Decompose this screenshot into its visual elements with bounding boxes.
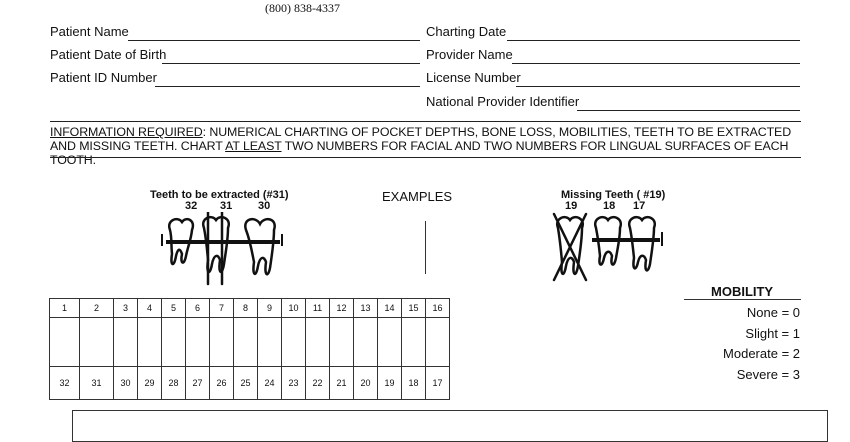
examples-divider <box>425 221 426 274</box>
extracted-number-32: 32 <box>185 200 198 212</box>
provider-name-field[interactable] <box>512 63 800 64</box>
tooth-cell-4[interactable]: 4 <box>138 299 162 318</box>
mobility-moderate: Moderate = 2 <box>723 346 800 361</box>
tooth-cell-6[interactable]: 6 <box>186 299 210 318</box>
patient-id-field[interactable] <box>155 86 420 87</box>
charting-date-field[interactable] <box>507 40 800 41</box>
notes-box[interactable] <box>72 410 828 442</box>
patient-id-label: Patient ID Number <box>50 70 157 85</box>
info-required-text <box>50 125 806 167</box>
tooth-cell-16[interactable]: 16 <box>426 299 450 318</box>
chart-upper-blank[interactable] <box>162 318 186 367</box>
phone-number: (800) 838-4337 <box>265 1 340 15</box>
tooth-cell-3[interactable]: 3 <box>114 299 138 318</box>
chart-upper-blank[interactable] <box>354 318 378 367</box>
examples-label: EXAMPLES <box>382 189 453 204</box>
tooth-cell-17[interactable]: 17 <box>426 367 450 400</box>
tooth-cell-27[interactable]: 27 <box>186 367 210 400</box>
tooth-cell-32[interactable]: 32 <box>50 367 80 400</box>
periodontal-chart <box>49 298 450 400</box>
chart-upper-blank[interactable] <box>80 318 114 367</box>
tooth-cell-21[interactable]: 21 <box>330 367 354 400</box>
extracted-teeth-illustration <box>160 212 285 292</box>
extracted-number-31: 31 <box>220 200 233 212</box>
tooth-cell-20[interactable]: 20 <box>354 367 378 400</box>
patient-name-label: Patient Name <box>50 24 129 39</box>
patient-dob-field[interactable] <box>162 63 420 64</box>
info-text-1: : NUMERICAL CHARTING OF POCKET DEPTHS, BONE LOSS, MOBILITIES, TEETH TO BE EXTRACTED AND MISSING TEETH. CHART <box>50 125 792 153</box>
info-text-2: TWO NUMBERS FOR FACIAL AND TWO NUMBERS FOR LINGUAL SURFACES OF EACH TOOTH. <box>50 139 789 167</box>
mobility-severe: Severe = 3 <box>736 367 800 382</box>
extracted-caption: Teeth to be extracted (#31) <box>150 189 289 201</box>
tooth-cell-5[interactable]: 5 <box>162 299 186 318</box>
tooth-cell-10[interactable]: 10 <box>282 299 306 318</box>
chart-upper-blank[interactable] <box>378 318 402 367</box>
tooth-cell-12[interactable]: 12 <box>330 299 354 318</box>
npi-label: National Provider Identifier <box>426 94 580 109</box>
chart-upper-blank[interactable] <box>258 318 282 367</box>
tooth-cell-29[interactable]: 29 <box>138 367 162 400</box>
top-rule <box>50 121 801 122</box>
charting-date-label: Charting Date <box>426 24 507 39</box>
mobility-none: None = 0 <box>746 305 800 320</box>
tooth-cell-13[interactable]: 13 <box>354 299 378 318</box>
chart-upper-blank[interactable] <box>50 318 80 367</box>
chart-upper-blank[interactable] <box>306 318 330 367</box>
info-required-heading: INFORMATION REQUIRED <box>50 125 203 139</box>
patient-dob-label: Patient Date of Birth <box>50 47 167 62</box>
missing-caption: Missing Teeth ( #19) <box>561 189 666 201</box>
chart-upper-blank[interactable] <box>402 318 426 367</box>
tooth-cell-28[interactable]: 28 <box>162 367 186 400</box>
mobility-rule <box>684 299 801 300</box>
tooth-cell-14[interactable]: 14 <box>378 299 402 318</box>
tooth-cell-11[interactable]: 11 <box>306 299 330 318</box>
tooth-cell-19[interactable]: 19 <box>378 367 402 400</box>
tooth-cell-23[interactable]: 23 <box>282 367 306 400</box>
chart-upper-blank[interactable] <box>234 318 258 367</box>
provider-name-label: Provider Name <box>426 47 513 62</box>
missing-number-19: 19 <box>565 200 578 212</box>
license-number-field[interactable] <box>516 86 800 87</box>
missing-number-18: 18 <box>603 200 616 212</box>
tooth-cell-7[interactable]: 7 <box>210 299 234 318</box>
chart-upper-blank[interactable] <box>138 318 162 367</box>
extracted-number-30: 30 <box>258 200 271 212</box>
at-least-emphasis: AT LEAST <box>225 139 282 153</box>
mobility-title: MOBILITY <box>711 284 774 299</box>
chart-upper-blank[interactable] <box>210 318 234 367</box>
tooth-cell-30[interactable]: 30 <box>114 367 138 400</box>
chart-upper-blank[interactable] <box>426 318 450 367</box>
chart-upper-blank[interactable] <box>114 318 138 367</box>
tooth-cell-31[interactable]: 31 <box>80 367 114 400</box>
tooth-cell-22[interactable]: 22 <box>306 367 330 400</box>
tooth-cell-9[interactable]: 9 <box>258 299 282 318</box>
missing-number-17: 17 <box>633 200 646 212</box>
mobility-slight: Slight = 1 <box>745 326 800 341</box>
tooth-cell-24[interactable]: 24 <box>258 367 282 400</box>
patient-name-field[interactable] <box>128 40 420 41</box>
tooth-cell-25[interactable]: 25 <box>234 367 258 400</box>
tooth-cell-18[interactable]: 18 <box>402 367 426 400</box>
npi-field[interactable] <box>577 110 800 111</box>
tooth-cell-2[interactable]: 2 <box>80 299 114 318</box>
license-number-label: License Number <box>426 70 521 85</box>
bottom-rule <box>50 157 801 158</box>
missing-teeth-illustration <box>550 212 665 287</box>
tooth-cell-8[interactable]: 8 <box>234 299 258 318</box>
chart-upper-blank[interactable] <box>186 318 210 367</box>
chart-upper-blank[interactable] <box>282 318 306 367</box>
tooth-cell-15[interactable]: 15 <box>402 299 426 318</box>
tooth-cell-1[interactable]: 1 <box>50 299 80 318</box>
chart-upper-blank[interactable] <box>330 318 354 367</box>
tooth-cell-26[interactable]: 26 <box>210 367 234 400</box>
